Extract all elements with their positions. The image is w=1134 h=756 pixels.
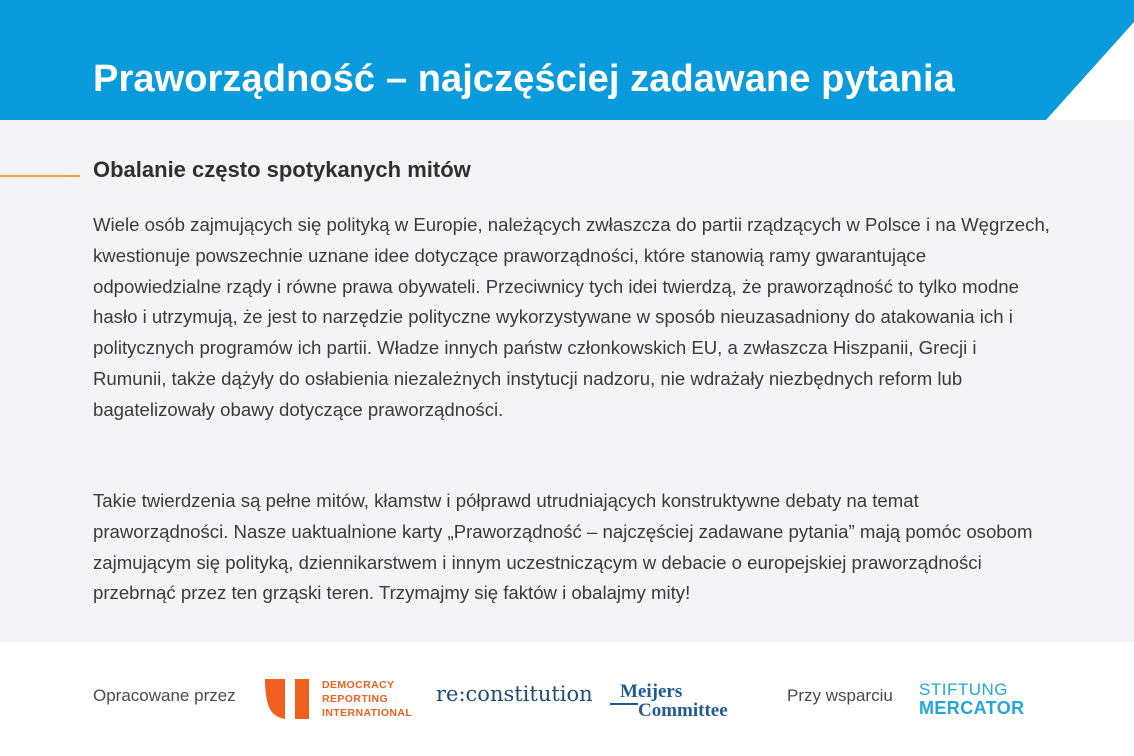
prepared-by-label: Opracowane przez [93,686,236,705]
dri-line-3: INTERNATIONAL [322,707,413,719]
section-subtitle: Obalanie często spotykanych mitów [93,157,471,182]
dri-logo-icon [265,679,315,719]
meijers-committee-logo [610,681,750,721]
supported-by-label: Przy wsparciu [787,686,893,705]
page-title: Praworządność – najczęściej zadawane pytania [93,58,955,100]
meijers-logo-word-1: Meijers [620,681,683,702]
stiftung-logo-word-2: MERCATOR [919,698,1025,718]
header [0,0,1134,120]
dri-line-1: DEMOCRACY [322,679,395,691]
paragraph-1: Wiele osób zajmujących się polityką w Europie, należących zwłaszcza do partii rządzących w Polsce i na Węgrzech, kwestionuje powszechnie uznane idee dotyczące praworządności, które stanowią ramy gwarantujące odpowiedzialne rządy i równe prawa obywateli. Przeciwnicy tych idei twierdzą, że praworządność to tylko modne hasło i utrzymują, że jest to narzędzie polityczne wykorzystywane w sposób nieuzasadniony do atakowania ich i politycznych programów ich partii. Władze innych państw członkowskich EU, a zwłaszcza Hiszpanii, Grecji i Rumunii, także dążyły do osłabienia niezależnych instytucji nadzoru, nie wdrażały niezbędnych reform lub bagatelizowały obawy dotyczące praworządności. [93,214,1050,420]
reconstitution-logo: re:constitution [436,682,593,706]
meijers-logo-bar [610,703,638,705]
dri-logo-text [322,678,412,720]
meijers-logo-word-2: Committee [638,700,728,721]
stiftung-logo-word-1: STIFTUNG [919,680,1008,699]
accent-line [0,175,80,177]
paragraph-2: Takie twierdzenia są pełne mitów, kłamstw i półprawd utrudniających konstruktywne debaty na temat praworządności. Nasze uaktualnione karty „Praworządność – najczęściej zadawane pytania” mają pomóc osobom zajmującym się polityką, dziennikarstwem i innym uczestniczącym w debacie o europejskiej praworządności przebrnąć przez ten grząski teren. Trzymajmy się faktów i obalajmy mity! [93,490,1033,604]
dri-line-2: REPORTING [322,693,389,705]
